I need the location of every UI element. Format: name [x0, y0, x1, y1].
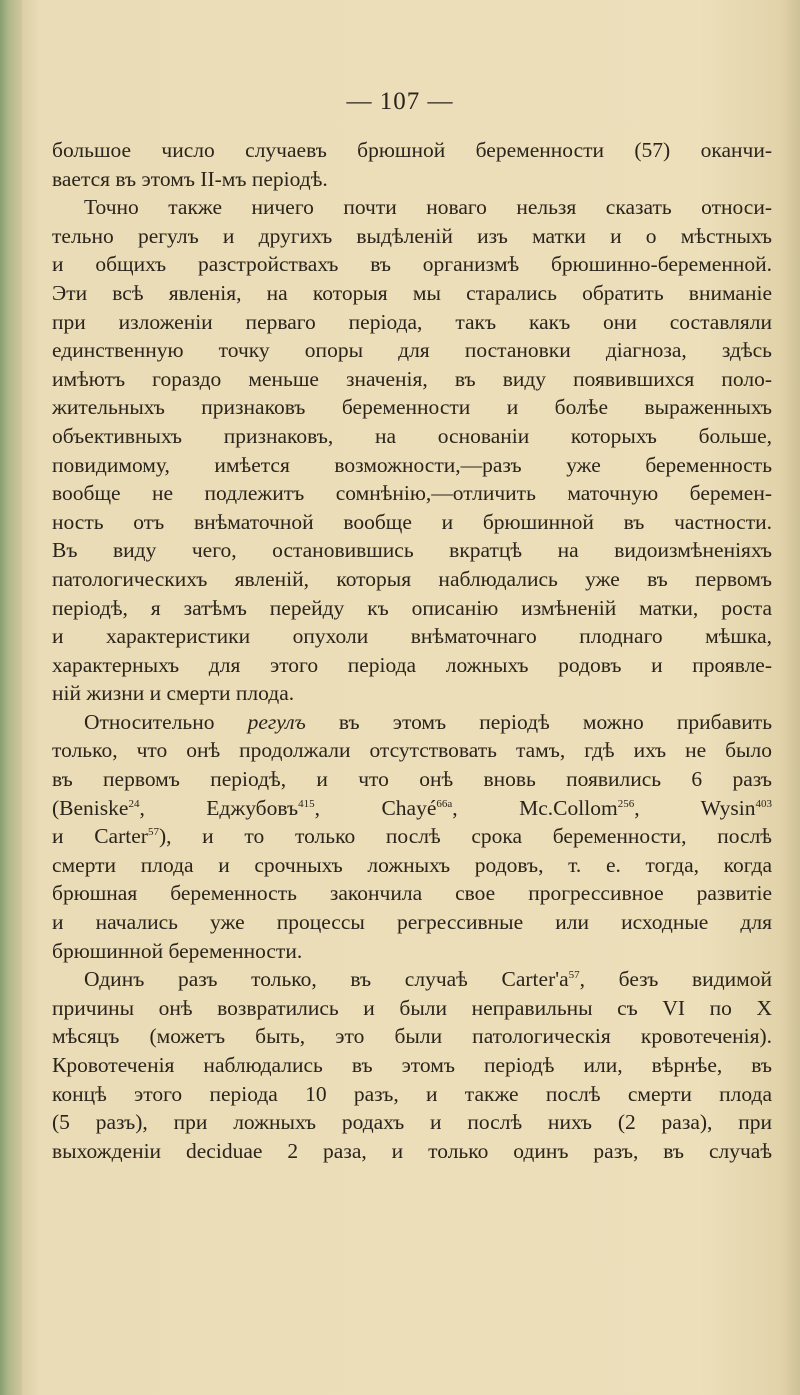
text-line: Въ виду чего, остановившись вкратцѣ на видоизмѣненіяхъ — [52, 538, 772, 563]
text-line: объективныхъ признаковъ, на основаніи которыхъ больше, — [52, 423, 772, 448]
text-line: брюшная беременность закончила свое прогрессивное развитіе — [52, 881, 772, 906]
text-line: ній жизни и смерти плода. — [52, 681, 295, 706]
reference: , Mc.Collom — [452, 795, 618, 820]
text-segment: Одинъ разъ только, въ случаѣ Carter'a — [84, 967, 569, 992]
text-line-references — [52, 794, 772, 823]
reference: , Chayé — [314, 795, 437, 820]
reference-number: 57 — [147, 826, 159, 839]
reference: (Beniske — [52, 795, 129, 820]
text-line: причины онѣ возвратились и были неправильны съ VI по X — [52, 995, 772, 1020]
text-line: только, что онѣ продолжали отсутствовать тамъ, гдѣ ихъ не было — [52, 738, 772, 763]
text-line: и характеристики опухоли внѣматочнаго плоднаго мѣшка, — [52, 624, 772, 649]
text-segment: , безъ видимой — [579, 967, 772, 992]
text-line: характерныхъ для этого періода ложныхъ родовъ и проявле- — [52, 652, 772, 677]
text-line — [52, 822, 772, 851]
text-line: жительныхъ признаковъ беременности и болѣе выраженныхъ — [52, 395, 772, 420]
text-line: Точно также ничего почти новаго нельзя сказать относи- — [84, 195, 772, 220]
text-line: большое число случаевъ брюшной беременности (57) оканчи- — [52, 138, 772, 162]
text-line: смерти плода и срочныхъ ложныхъ родовъ, т. е. тогда, когда — [52, 852, 772, 877]
body-text — [52, 136, 772, 1165]
text-line: имѣютъ гораздо меньше значенія, въ виду появившихся поло- — [52, 366, 772, 391]
reference: , Wysin — [634, 795, 756, 820]
text-line: вообще не подлежитъ сомнѣнію,—отличить маточную беремен- — [52, 481, 772, 506]
text-line: при изложеніи перваго періода, такъ какъ они составляли — [52, 309, 772, 334]
text-line: повидимому, имѣется возможности,—разъ уже беременность — [52, 452, 772, 477]
text-segment: ), и то только послѣ срока беременности, послѣ — [158, 824, 772, 849]
reference-number: 415 — [298, 797, 315, 810]
reference-number: 24 — [128, 797, 140, 810]
text-line: періодѣ, я затѣмъ перейду къ описанію измѣненій матки, роста — [52, 595, 772, 620]
text-line: ность отъ внѣматочной вообще и брюшинной въ частности. — [52, 509, 772, 534]
text-line — [52, 708, 772, 737]
text-line: Кровотеченія наблюдались въ этомъ періодѣ или, вѣрнѣе, въ — [52, 1053, 772, 1077]
text-line: въ первомъ періодѣ, и что онѣ вновь появились 6 разъ — [52, 767, 772, 792]
text-line: (5 разъ), при ложныхъ родахъ и послѣ нихъ (2 раза), при — [52, 1110, 772, 1135]
text-line: Эти всѣ явленія, на которыя мы старались обратить вниманіе — [52, 280, 772, 305]
text-segment: въ этомъ періодѣ можно прибавить — [305, 709, 773, 734]
reference-number: 256 — [617, 797, 635, 810]
italic-term: регулъ — [247, 709, 306, 734]
text-line: концѣ этого періода 10 разъ, и также послѣ смерти плода — [52, 1081, 772, 1106]
text-line: патологическихъ явленій, которыя наблюдались уже въ первомъ — [52, 566, 772, 591]
text-line: брюшинной беременности. — [52, 938, 303, 963]
reference-number: 66a — [436, 797, 453, 810]
text-line: мѣсяцъ (можетъ быть, это были патологическія кровотеченія). — [52, 1024, 772, 1049]
text-line: тельно регулъ и другихъ выдѣленій изъ матки и о мѣстныхъ — [52, 223, 772, 248]
text-line: и начались уже процессы регрессивные или исходные для — [52, 910, 772, 935]
reference-number: 403 — [755, 797, 772, 810]
text-line: вается въ этомъ II-мъ періодѣ. — [52, 166, 328, 191]
reference: , Еджубовъ — [139, 795, 299, 820]
text-line: единственную точку опоры для постановки діагноза, здѣсь — [52, 338, 772, 363]
reference: и Carter — [52, 824, 148, 849]
text-segment: Относительно — [84, 709, 248, 734]
page-number: — 107 — — [346, 88, 454, 115]
reference-number: 57 — [568, 969, 580, 982]
text-line: и общихъ разстройствахъ въ организмѣ брюшинно-беременной. — [52, 252, 772, 277]
page-spine-shadow — [0, 0, 22, 1395]
text-line: выхожденіи deciduae 2 раза, и только одинъ разъ, въ случаѣ — [52, 1138, 772, 1163]
text-line — [52, 965, 772, 994]
